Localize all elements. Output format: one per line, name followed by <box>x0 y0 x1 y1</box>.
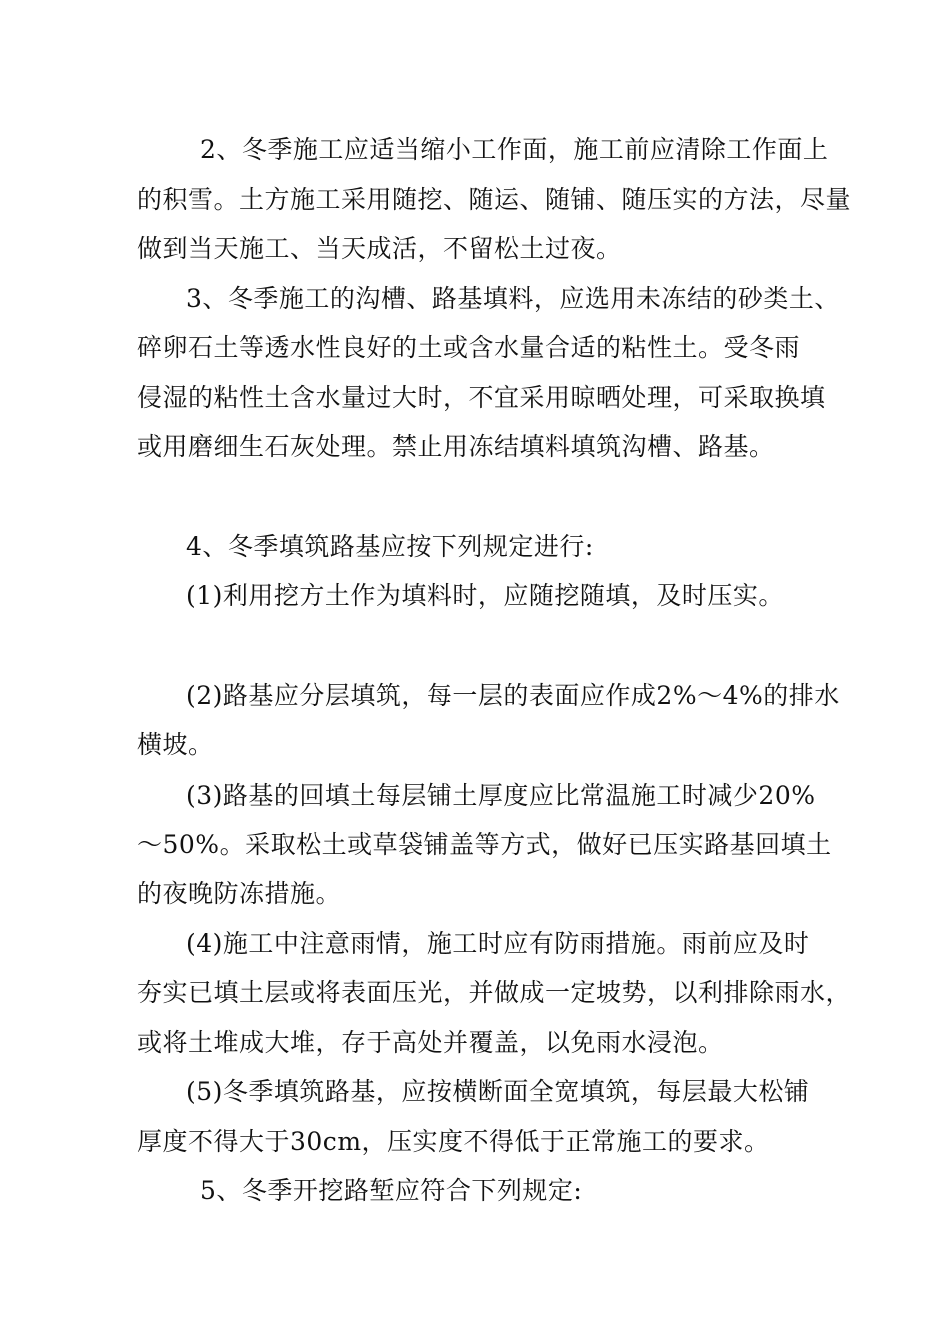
item-4-line-3: 或将土堆成大堆，存于高处并覆盖，以免雨水浸泡。 <box>137 1028 724 1057</box>
paragraph-3-line-1: 3、冬季施工的沟槽、路基填料，应选用未冻结的砂类土、 <box>186 284 840 313</box>
item-4-line-2: 夯实已填土层或将表面压光，并做成一定坡势，以利排除雨水， <box>137 978 852 1007</box>
item-4-line-1: (4)施工中注意雨情，施工时应有防雨措施。雨前应及时 <box>186 929 810 958</box>
paragraph-3-line-3: 侵湿的粘性土含水量过大时，不宜采用晾晒处理，可采取换填 <box>137 383 826 412</box>
item-5-line-2: 厚度不得大于30cm，压实度不得低于正常施工的要求。 <box>137 1127 770 1156</box>
section-4-heading: 4、冬季填筑路基应按下列规定进行: <box>186 532 594 561</box>
section-5-heading: 5、冬季开挖路堑应符合下列规定: <box>200 1176 583 1205</box>
item-2-line-2: 横坡。 <box>137 730 214 759</box>
paragraph-2-line-2: 的积雪。土方施工采用随挖、随运、随铺、随压实的方法，尽量 <box>137 185 852 214</box>
paragraph-2-line-3: 做到当天施工、当天成活，不留松土过夜。 <box>137 234 622 263</box>
item-5-line-1: (5)冬季填筑路基，应按横断面全宽填筑，每层最大松铺 <box>186 1077 810 1106</box>
paragraph-2-line-1: 2、冬季施工应适当缩小工作面，施工前应清除工作面上 <box>200 135 829 164</box>
item-3-line-3: 的夜晚防冻措施。 <box>137 879 342 908</box>
item-2-line-1: (2)路基应分层填筑，每一层的表面应作成2%～4%的排水 <box>186 681 840 710</box>
item-3-line-2: ～50%。采取松土或草袋铺盖等方式，做好已压实路基回填土 <box>137 830 832 859</box>
paragraph-3-line-2: 碎卵石土等透水性良好的土或含水量合适的粘性土。受冬雨 <box>137 333 801 362</box>
paragraph-3-line-4: 或用磨细生石灰处理。禁止用冻结填料填筑沟槽、路基。 <box>137 432 775 461</box>
item-3-line-1: (3)路基的回填土每层铺土厚度应比常温施工时减少20% <box>186 781 816 810</box>
item-1-line-1: (1)利用挖方土作为填料时，应随挖随填，及时压实。 <box>186 581 784 610</box>
